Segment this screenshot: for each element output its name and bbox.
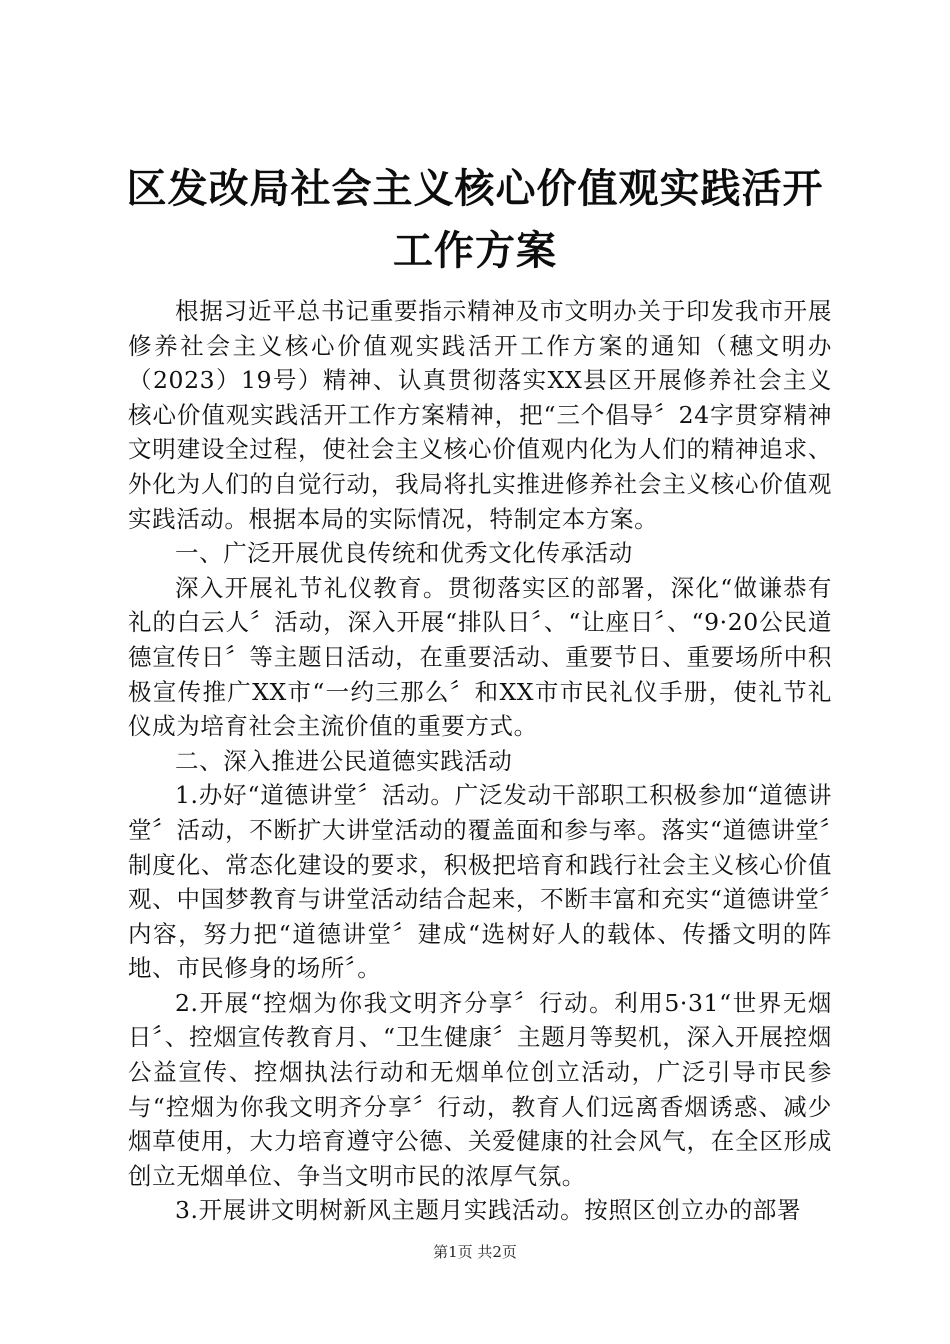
section-heading-1: 一、广泛开展优良传统和优秀文化传承活动: [175, 539, 633, 568]
paragraph-intro: 根据习近平总书记重要指示精神及市文明办关于印发我市开展修养社会主义核心价值观实践活开工作方案的通知（穗文明办（2023）19号）精神、认真贯彻落实XX县区开展修养社会主义核心价值观实践活开工作方案精神，把“三个倡导〞24字贯穿精神文明建设全过程，使社会主义核心价值观内化为人们的精神追求、外化为人们的自觉行动，我局将扎实推进修养社会主义核心价值观实践活动。根据本局的实际情况，特制定本方案。: [128, 297, 832, 533]
paragraph-etiquette: 深入开展礼节礼仪教育。贯彻落实区的部署，深化“做谦恭有礼的白云人〞活动，深入开展“排队日〞、“让座日〞、“9·20公民道德宣传日〞等主题日活动，在重要活动、重要节日、重要场所中积极宣传推广XX市“一约三那么〞和XX市市民礼仪手册，使礼节礼仪成为培育社会主流价值的重要方式。: [128, 573, 832, 741]
paragraph-moral-lecture: 1.办好“道德讲堂〞活动。广泛发动干部职工积极参加“道德讲堂〞活动，不断扩大讲堂活动的覆盖面和参与率。落实“道德讲堂〞制度化、常态化建设的要求，积极把培育和践行社会主义核心价值观、中国梦教育与讲堂活动结合起来，不断丰富和充实“道德讲堂〞内容，努力把“道德讲堂〞建成“选树好人的载体、传播文明的阵地、市民修身的场所〞。: [128, 781, 832, 983]
document-title: 区发改局社会主义核心价值观实践活开工作方案: [126, 165, 824, 274]
paragraph-tobacco-control: 2.开展“控烟为你我文明齐分享〞行动。利用5·31“世界无烟日〞、控烟宣传教育月、“卫生健康〞主题月等契机，深入开展控烟公益宣传、控烟执法行动和无烟单位创立活动，广泛引导市民参与“控烟为你我文明齐分享〞行动，教育人们远离香烟诱惑、减少烟草使用，大力培育遵守公德、关爱健康的社会风气，在全区形成创立无烟单位、争当文明市民的浓厚气氛。: [128, 988, 832, 1190]
document-body: [128, 294, 832, 1228]
section-heading-2: 二、深入推进公民道德实践活动: [175, 746, 513, 775]
paragraph-civility-month: 3.开展讲文明树新风主题月实践活动。按照区创立办的部署: [175, 1196, 802, 1225]
page-number: 第1页 共2页: [433, 1243, 517, 1261]
